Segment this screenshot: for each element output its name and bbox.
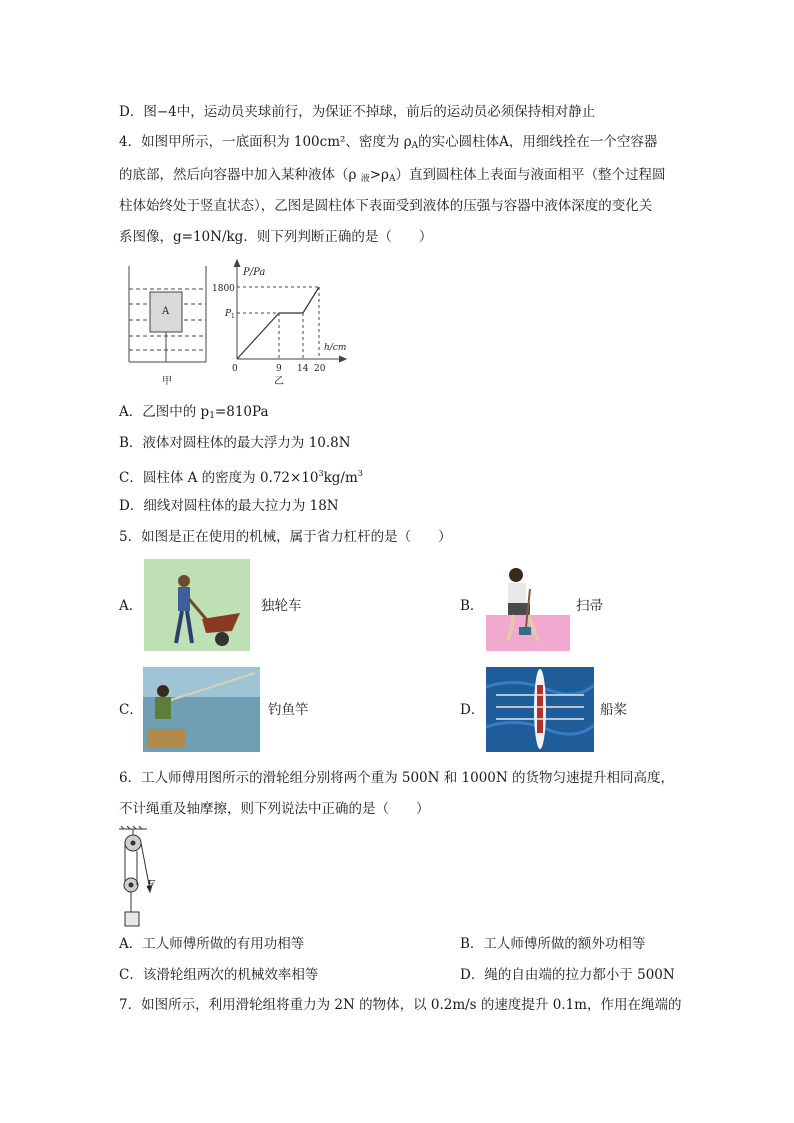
q4-rho-subscript: A [411,141,419,151]
q5-option-c-letter: C． [119,702,143,718]
q4-option-c [119,465,363,487]
q7-stem-line-1: 7．如图所示，利用滑轮组将重力为 2N 的物体，以 0.2m/s 的速度提升 0.1m，作用在绳端的 [119,997,682,1013]
q6-stem-line-2: 不计绳重及轴摩擦，则下列说法中正确的是（ ） [119,801,430,817]
q3-option-d: D．图−4中，运动员夹球前行，为保证不掉球，前后的运动员必须保持相对静止 [119,104,596,120]
y-tick-p1: P [225,309,232,319]
q4-option-c-unit-superscript: 3 [357,469,363,478]
q4-stem-line-4: 系图像，g=10N/kg．则下列判断正确的是（ ） [119,229,433,245]
force-label: F [147,878,155,891]
rowing-oar-image [486,667,594,752]
jia-label: 甲 [162,376,172,387]
q6-option-a: A．工人师傅所做的有用功相等 [119,936,305,952]
wheelbarrow-image [144,559,250,651]
y-tick-p1-subscript: 1 [231,313,235,320]
q4-stem-line-2 [119,166,666,188]
y-tick-1800: 1800 [212,284,235,294]
q4-rho-liquid-subscript: 液 [360,174,370,184]
q6-option-b: B．工人师傅所做的额外功相等 [460,936,646,952]
block-a-label: A [162,306,170,317]
q5-stem: 5．如图是正在使用的机械，属于省力杠杆的是（ ） [119,529,452,545]
q5-option-a-letter: A． [119,598,143,614]
q4-option-b: B．液体对圆柱体的最大浮力为 10.8N [119,435,351,451]
q4-stem-line-2-c: ）直到圆柱体上表面与液面相平（整个过程圆 [395,167,666,183]
q4-option-c-superscript: 3 [318,469,324,478]
q4-option-c-unit: kg/m [323,470,358,486]
q4-stem-line-1-text: 4．如图甲所示，一底面积为 100cm²、密度为 ρ [119,134,412,150]
q4-option-a [119,403,269,425]
q5-option-d-letter: D． [460,702,485,718]
x-axis-label: h/cm [324,343,347,353]
y-axis-label: P/Pa [243,267,266,278]
x-tick-14: 14 [297,364,309,374]
q4-rho-a-subscript: A [389,174,396,184]
q4-option-d: D．细线对圆柱体的最大拉力为 18N [119,498,339,514]
q5-option-b-label: 扫帚 [576,598,603,614]
q6-stem-line-1: 6．工人师傅用图所示的滑轮组分别将两个重为 500N 和 1000N 的货物匀速提升相同高度， [119,770,675,786]
x-tick-9: 9 [276,364,282,374]
q4-option-c-text: C．圆柱体 A 的密度为 0.72×10 [119,470,319,486]
q4-stem-line-2-a: 的底部，然后向容器中加入某种液体（ρ [119,167,361,183]
origin-label: 0 [232,364,238,374]
q4-stem-line-3: 柱体始终处于竖直状态），乙图是圆柱体下表面受到液体的压强与容器中液体深度的变化关 [119,198,653,214]
q4-stem-line-2-b: >ρ [369,167,389,183]
q4-stem-line-1-end: 的实心圆柱体A，用细线拴在一个空容器 [418,134,658,150]
yi-label: 乙 [274,376,284,387]
q6-option-c: C．该滑轮组两次的机械效率相等 [119,967,319,983]
q4-stem-line-1 [119,133,657,155]
q4-option-a-text: A．乙图中的 p [119,404,210,420]
q6-option-d: D．绳的自由端的拉力都小于 500N [460,967,675,983]
q5-option-a-label: 独轮车 [261,598,302,614]
pulley-system-figure [117,826,167,930]
fishing-rod-image [143,667,260,752]
q5-option-b-letter: B． [460,598,484,614]
q5-option-c-label: 钓鱼竿 [268,702,309,718]
broom-image [486,565,570,651]
q5-option-d-label: 船桨 [600,702,627,718]
q4-option-a-subscript: 1 [209,411,215,421]
x-tick-20: 20 [314,364,326,374]
pressure-curve [237,287,319,359]
q4-figure [124,256,364,392]
q4-option-a-end: =810Pa [214,404,269,420]
